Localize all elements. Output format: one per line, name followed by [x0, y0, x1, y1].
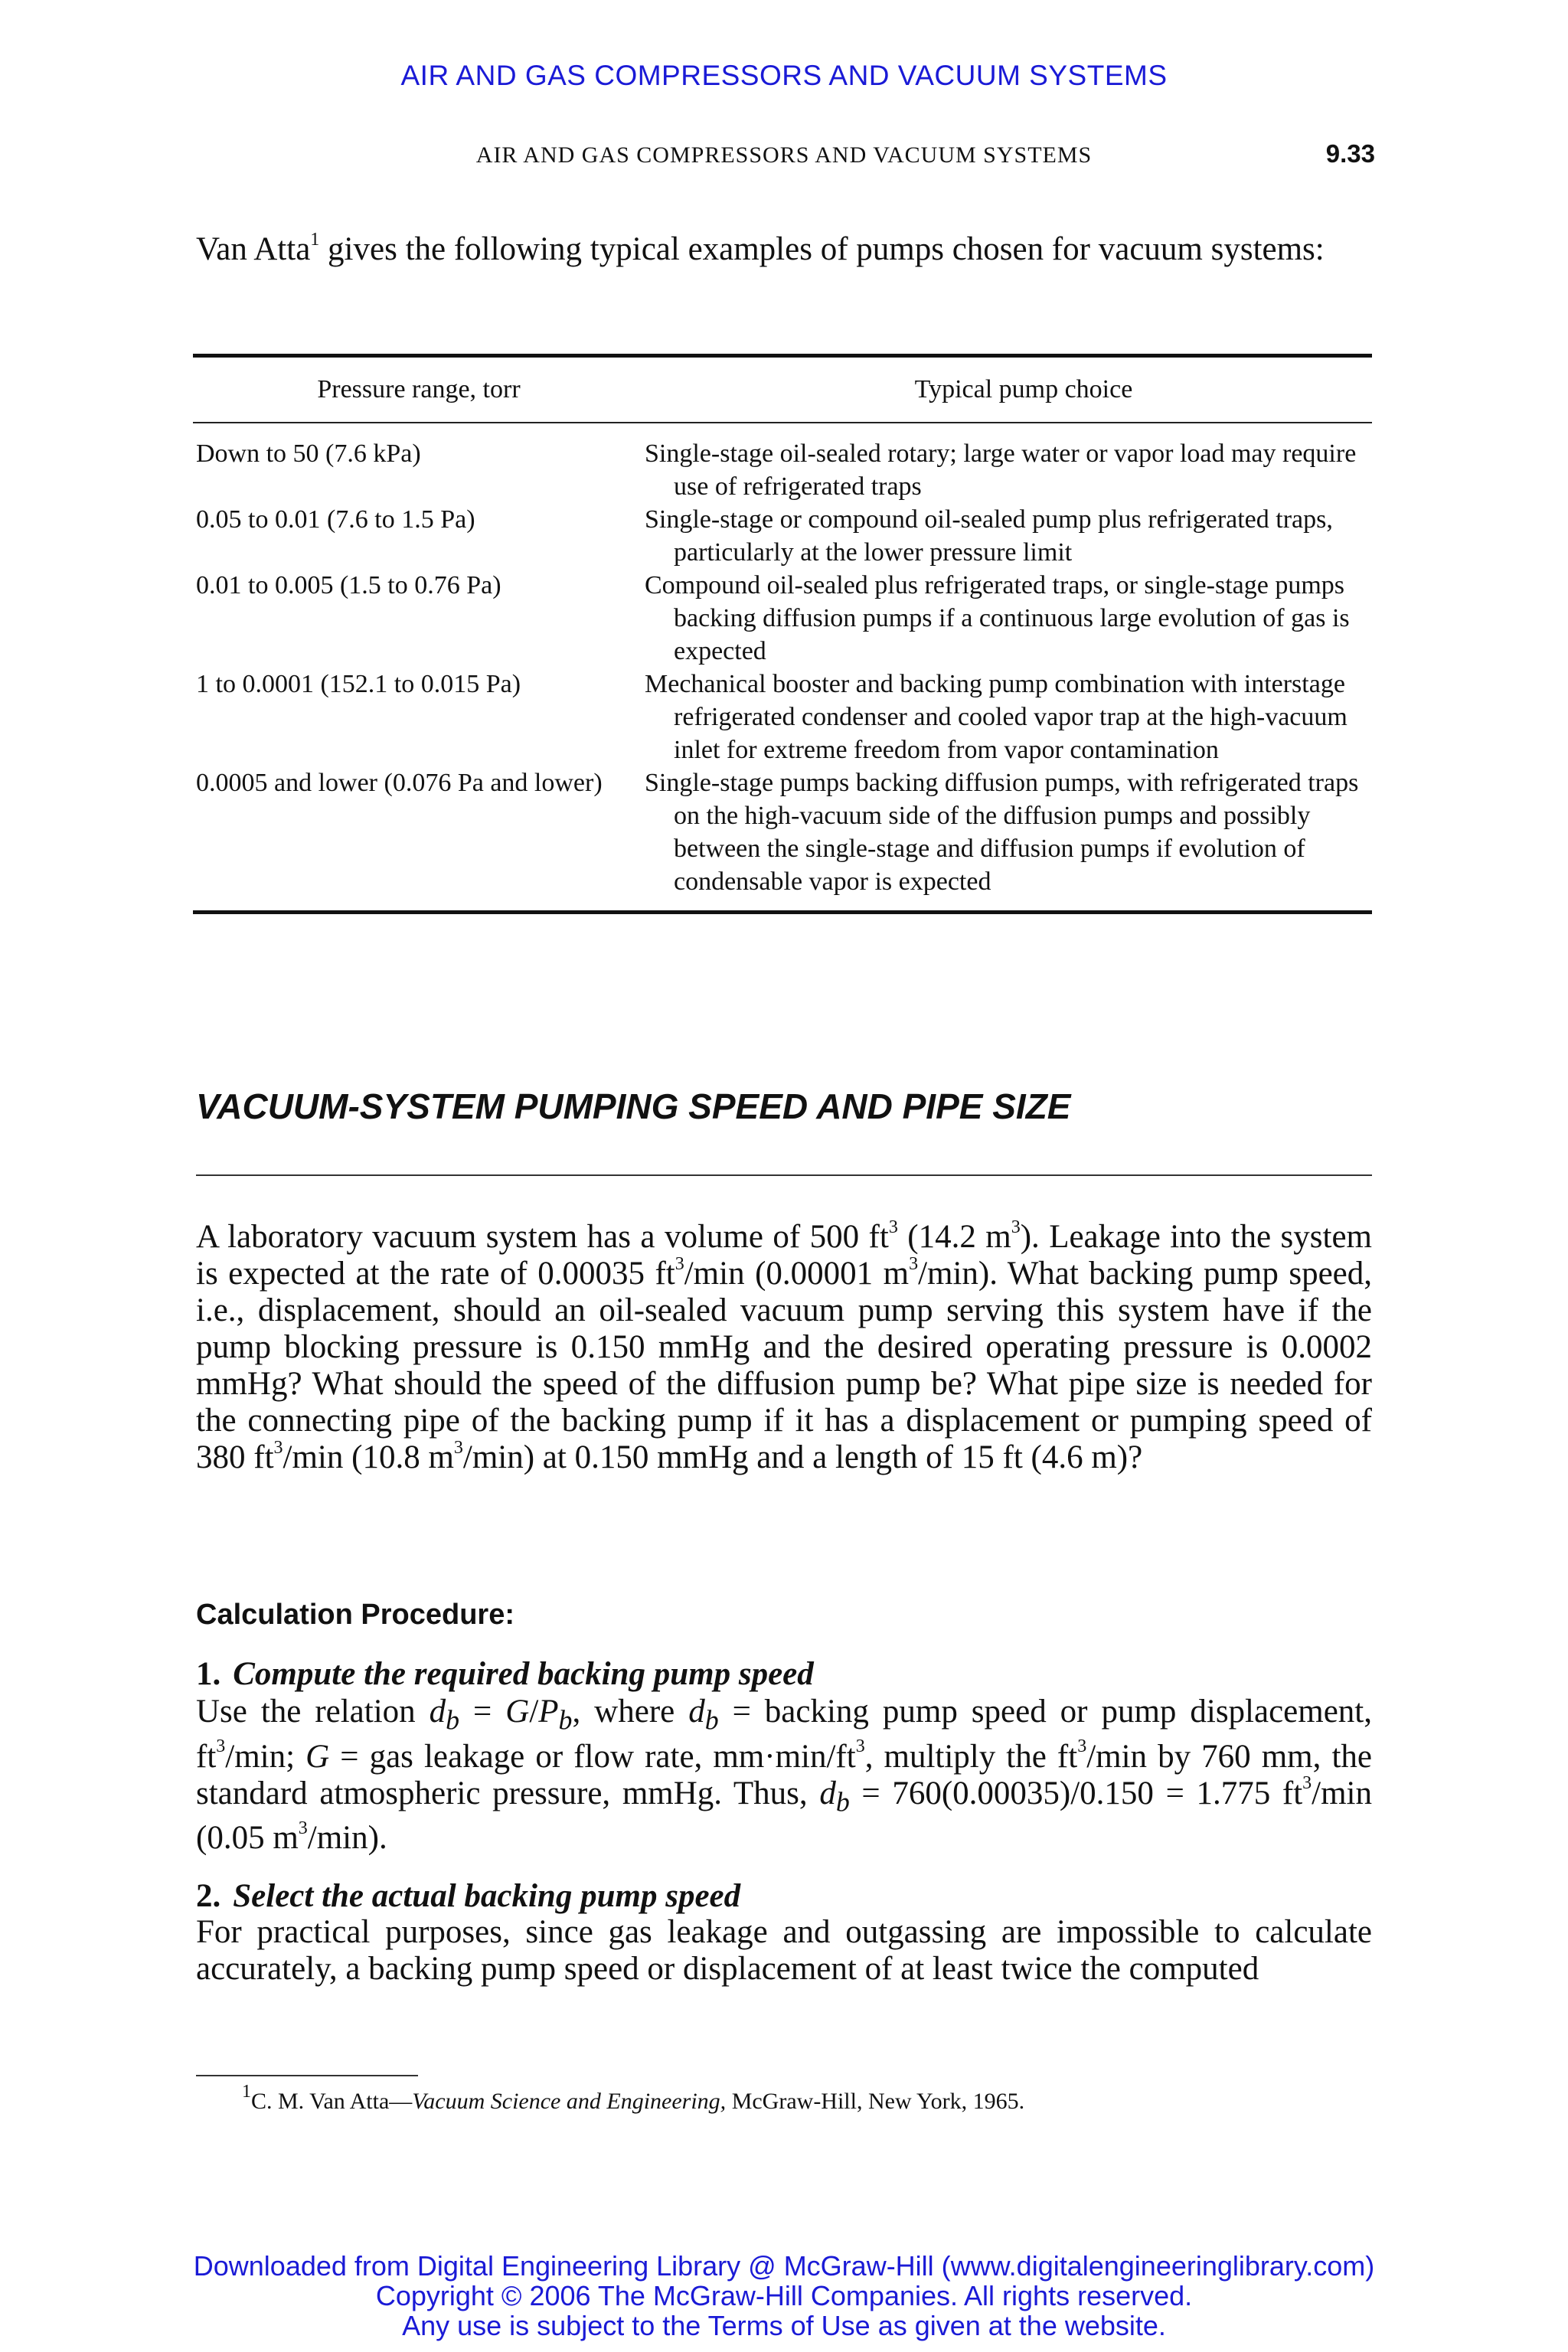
intro-text-end: gives the following typical examples of pumps chosen for vacuum systems:: [319, 231, 1325, 267]
footnote-ref: 1: [310, 229, 320, 250]
table-row: [193, 668, 1372, 766]
footnote: $^1$C. M. Van Atta—Vacuum Science and Engineering, McGraw-Hill, New York, 1965.: [242, 2082, 1025, 2114]
table-cell-choice: Compound oil-sealed plus refrigerated traps, or single-stage pumps backing diffusion pumps if a continuous large evolution of gas is expected: [645, 571, 1350, 665]
terms-notice: Any use is subject to the Terms of Use as given at the website.: [402, 2310, 1166, 2341]
table-cell-choice: Mechanical booster and backing pump combination with interstage refrigerated condenser and cooled vapor trap at the high-vacuum inlet for extreme freedom from vapor contamination: [645, 670, 1348, 764]
step-2-title: [196, 1877, 740, 1915]
header-pressure-range: Pressure range, torr: [317, 375, 521, 403]
footnote-mark: 1: [242, 2082, 251, 2102]
section-rule: [196, 1174, 1372, 1176]
table-header-row: [193, 358, 1372, 422]
step-number: 1.: [196, 1656, 221, 1692]
download-notice[interactable]: Downloaded from Digital Engineering Library @ McGraw-Hill (www.digitalengineeringlibrary.com): [193, 2250, 1375, 2282]
table-bottom-rule: [193, 910, 1372, 914]
step-1-body: Use the relation $d_b = G/P_b$, where $d_b$ = backing pump speed or pump displacement, $ft^3/\min$; G = gas leakage or flow rate, $mm\cdot\min/ft^3$, multiply the $ft^3/\min$ by 760 mm, the standard atmospheric pressure, mmHg. Thus, $d_b = 760(0.00035)/0.150 = 1.775$ $ft^3/\min$ (0.05 $m^3/\min$).: [196, 1694, 1372, 1857]
table-cell-range: 0.05 to 0.01 (7.6 to 1.5 Pa): [196, 505, 475, 534]
problem-paragraph: A laboratory vacuum system has a volume of 500 $ft^3$ (14.2 $m^3$). Leakage into the system is expected at the rate of 0.00035 $ft^3/\min$ (0.00001 $m^3/\min$). What backing pump speed, i.e., displacement, should an oil-sealed vacuum pump serving this system have if the pump blocking pressure is 0.150 mmHg and the desired operating pressure is 0.0002 mmHg? What should the speed of the diffusion pump be? What pipe size is needed for the connecting pipe of the backing pump if it has a displacement or pumping speed of 380 $ft^3/\min$ (10.8 $m^3/\min$) at 0.150 mmHg and a length of 15 ft (4.6 m)?: [196, 1217, 1372, 1475]
calculation-procedure-heading: Calculation Procedure:: [196, 1599, 514, 1631]
table-row: [193, 569, 1372, 668]
table-row: [193, 766, 1372, 898]
intro-paragraph: [196, 231, 1372, 268]
step-number: 2.: [196, 1878, 221, 1914]
intro-text-start: Van Atta: [196, 231, 311, 267]
table-cell-range: 1 to 0.0001 (152.1 to 0.015 Pa): [196, 670, 521, 698]
copyright-banner: [0, 2251, 1568, 2341]
running-head-title: AIR AND GAS COMPRESSORS AND VACUUM SYSTEMS: [475, 142, 1093, 168]
section-heading: VACUUM-SYSTEM PUMPING SPEED AND PIPE SIZE: [196, 1086, 1071, 1126]
table-cell-choice: Single-stage pumps backing diffusion pumps, with refrigerated traps on the high-vacuum side of the diffusion pumps and possibly between the single-stage and diffusion pumps if evolution of condensable vapor is expected: [645, 769, 1359, 896]
table-row: [193, 437, 1372, 503]
page-number: 9.33: [1325, 139, 1375, 168]
copyright-notice: Copyright © 2006 The McGraw-Hill Companies. All rights reserved.: [375, 2280, 1193, 2311]
step-2-body: For practical purposes, since gas leakage and outgassing are impossible to calculate accurately, a backing pump speed or displacement of at least twice the computed: [196, 1914, 1372, 1987]
step-title-text: Select the actual backing pump speed: [233, 1878, 741, 1914]
top-banner-title: AIR AND GAS COMPRESSORS AND VACUUM SYSTEMS: [400, 60, 1168, 91]
table-cell-range: 0.01 to 0.005 (1.5 to 0.76 Pa): [196, 571, 501, 599]
table-cell-range: 0.0005 and lower (0.076 Pa and lower): [196, 769, 603, 797]
table-body: [193, 423, 1372, 910]
footnote-rule: [196, 2075, 418, 2076]
step-1-title: [196, 1655, 814, 1693]
table-cell-range: Down to 50 (7.6 kPa): [196, 439, 421, 468]
header-pump-choice: Typical pump choice: [914, 375, 1133, 403]
step-title-text: Compute the required backing pump speed: [233, 1656, 814, 1692]
pump-choice-table: [193, 354, 1372, 914]
table-cell-choice: Single-stage or compound oil-sealed pump plus refrigerated traps, particularly at the lower pressure limit: [645, 505, 1333, 567]
table-row: [193, 503, 1372, 569]
table-cell-choice: Single-stage oil-sealed rotary; large water or vapor load may require use of refrigerated traps: [645, 439, 1357, 501]
